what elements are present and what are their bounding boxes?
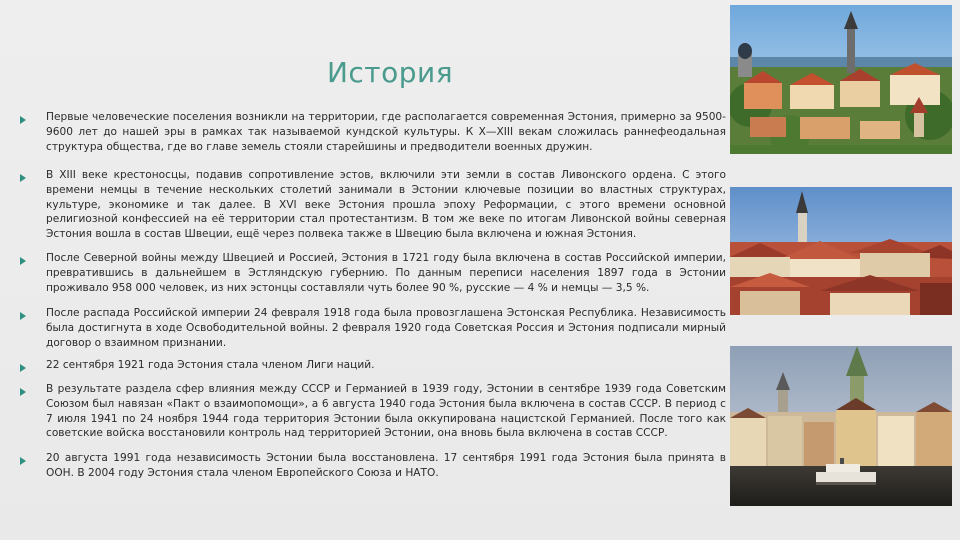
bullet-text: В результате раздела сфер влияния между СССР и Германией в 1939 году, Эстонии в сентябре 1939 года Советским Союзом был навязан «Пакт о взаимопомощи», а 6 августа 1940 года Эстония была включена в состав СССР. В период с 7 июля 1941 по 24 ноября 1944 года территория Эстонии была оккупирована нацистской Германией. После того как советские войска восстановили контроль над территорией Эстонии, она вновь была включена в состав СССР. [46, 383, 726, 440]
triangle-right-icon [20, 364, 26, 372]
bullet-text: Первые человеческие поселения возникли на территории, где располагается современная Эстония, примерно за 9500-9600 лет до нашей эры в рамках так называемой кундской культуры. К X—XIII векам сложилась раннефеодальная структура общества, где во главе земель стояли старейшины и предводители военных дружин. [46, 111, 726, 153]
tallinn-waterfront-photo [730, 346, 952, 506]
bullet-text: 22 сентября 1921 года Эстония стала членом Лиги наций. [46, 359, 375, 371]
triangle-right-icon [20, 116, 26, 124]
bullet-text: После Северной войны между Швецией и Россией, Эстония в 1721 году была включена в состав Российской империи, превратившись в дальнейшем в Эстляндскую губернию. По данным переписи населения 1897 года в Эстонии проживало 958 000 человек, из них эстонцы составляли чуть более 90 %, русские — 4 % и немцы — 3,5 %. [46, 252, 726, 294]
triangle-right-icon [20, 312, 26, 320]
tallinn-old-town-photo [730, 5, 952, 154]
triangle-right-icon [20, 174, 26, 182]
bullet-text: В XIII веке крестоносцы, подавив сопротивление эстов, включили эти земли в состав Ливонского ордена. С этого времени немцы в течение нескольких столетий занимали в Эстонии ключевые позиции во властных структурах, культуре, экономике и так далее. В XVI веке Эстония прошла эпоху Реформации, с этого времени основной религиозной конфессией на её территории стал протестантизм. В том же веке по итогам Ливонской войны северная Эстония вошла в состав Швеции, ещё через полвека также в Швецию была включена и южная Эстония. [46, 169, 726, 241]
bullet-text: После распада Российской империи 24 февраля 1918 года была провозглашена Эстонская Республика. Независимость была достигнута в ходе Освободительной войны. 2 февраля 1920 года Советская Россия и Эстония подписали мирный договор о взаимном признании. [46, 307, 726, 349]
slide-title: История [326, 56, 454, 89]
triangle-right-icon [20, 457, 26, 465]
triangle-right-icon [20, 257, 26, 265]
tallinn-rooftops-photo [730, 187, 952, 315]
triangle-right-icon [20, 388, 26, 396]
bullet-text: 20 августа 1991 года независимость Эстонии была восстановлена. 17 сентября 1991 года Эстония была принята в ООН. В 2004 году Эстония стала членом Европейского Союза и НАТО. [46, 452, 726, 479]
